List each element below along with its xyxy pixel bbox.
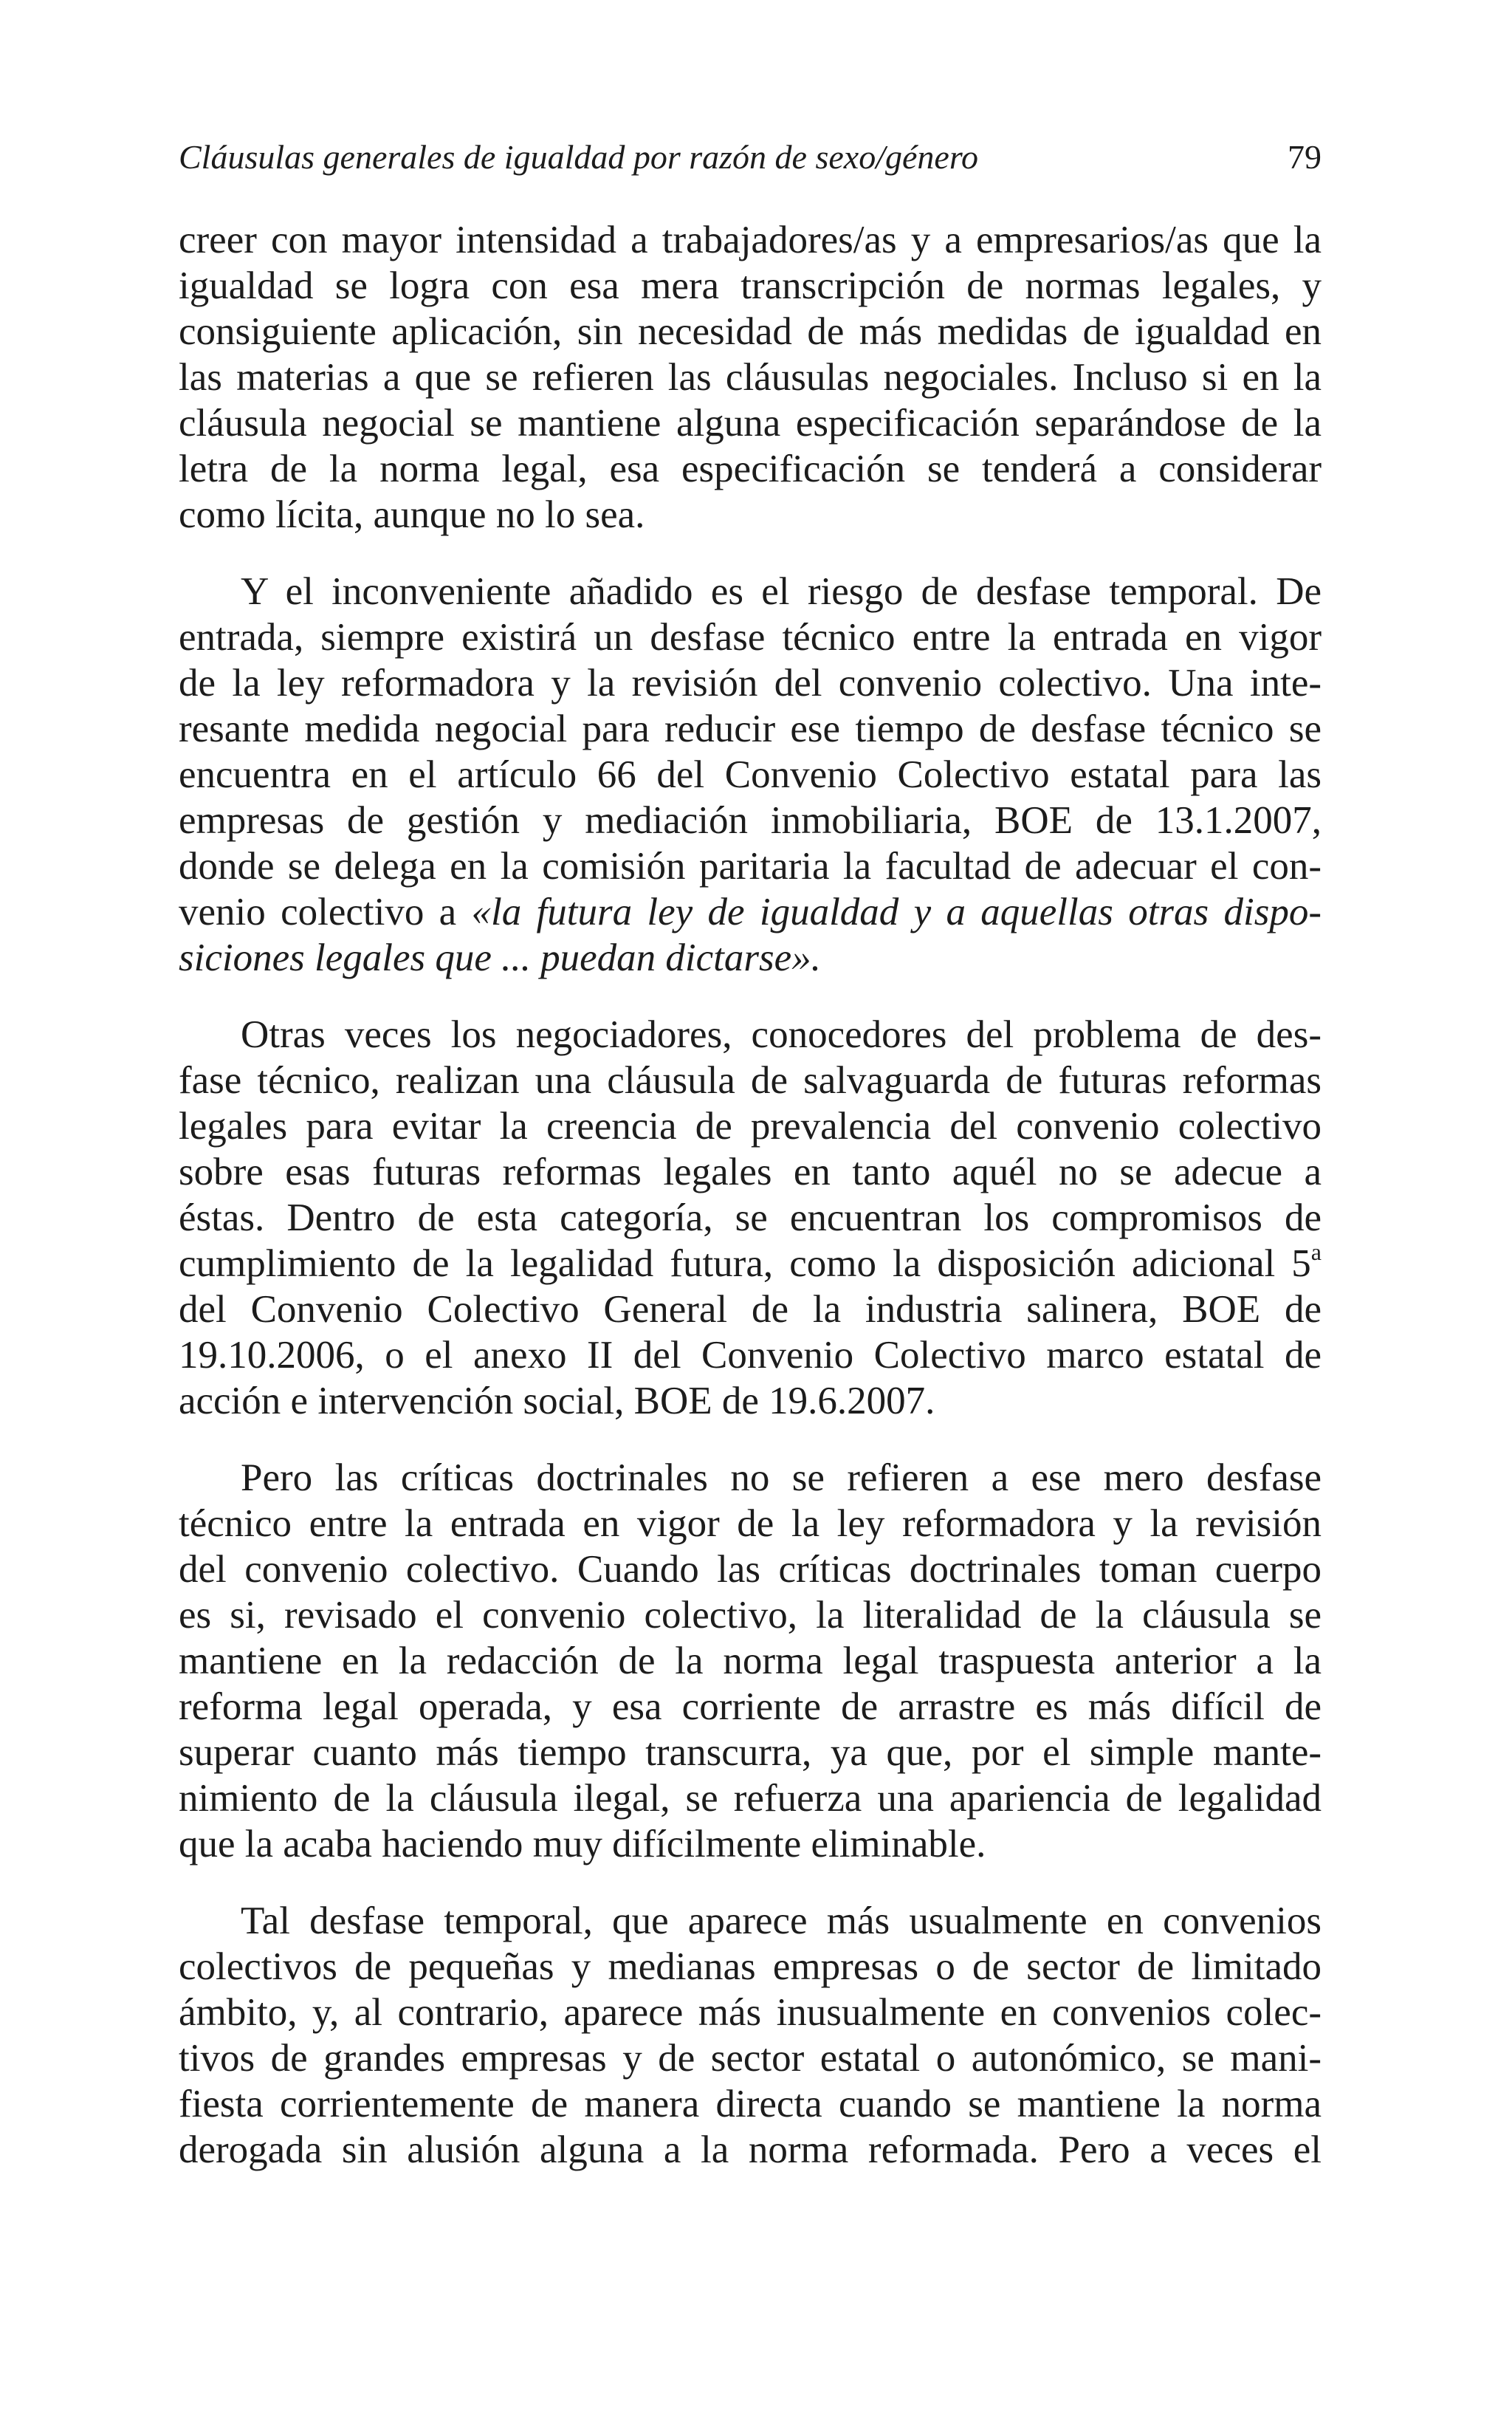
text-line: 19.10.2006, o el anexo II del Convenio Colectivo marco estatal de (179, 1334, 1322, 1377)
text-line: como lícita, aunque no lo sea. (179, 493, 645, 536)
text-line: técnico entre la entrada en vigor de la ley reformadora y la revisión (179, 1502, 1322, 1545)
text-line: de la ley reformadora y la revisión del convenio colectivo. Una inte- (179, 662, 1322, 705)
running-title: Cláusulas generales de igualdad por razón de sexo/género (179, 138, 979, 176)
text-line: del convenio colectivo. Cuando las críticas doctrinales toman cuerpo (179, 1548, 1322, 1591)
text-line: Y el inconveniente añadido es el riesgo de desfase temporal. De (241, 570, 1322, 613)
ordinal-superscript: a (1310, 1238, 1322, 1265)
text-segment: venio colectivo a (179, 891, 472, 933)
text-line: éstas. Dentro de esta categoría, se encuentran los compromisos de (179, 1196, 1322, 1239)
text-line: Tal desfase temporal, que aparece más usualmente en convenios (241, 1899, 1322, 1942)
text-line: ámbito, y, al contrario, aparece más inusualmente en convenios colec- (179, 1991, 1322, 2034)
text-segment: cumplimiento de la legalidad futura, como la disposición adicional 5 (179, 1242, 1311, 1285)
paragraph-3 (179, 1012, 1322, 1424)
text-line-mixed (179, 889, 1322, 935)
text-line: nimiento de la cláusula ilegal, se refuerza una apariencia de legalidad (179, 1777, 1322, 1820)
text-line: que la acaba haciendo muy difícilmente eliminable. (179, 1823, 986, 1865)
text-line: del Convenio Colectivo General de la industria salinera, BOE de (179, 1288, 1322, 1331)
text-line: sobre esas futuras reformas legales en tanto aquél no se adecue a (179, 1151, 1322, 1193)
text-line: es si, revisado el convenio colectivo, la literalidad de la cláusula se (179, 1594, 1322, 1637)
text-line-with-superscript (179, 1238, 1322, 1286)
text-line: creer con mayor intensidad a trabajadores/as y a empresarios/as que la (179, 219, 1322, 261)
quoted-italic-text: «la futura ley de igualdad y a aquellas otras dispo- (471, 891, 1322, 933)
text-line: superar cuanto más tiempo transcurra, ya que, por el simple mante- (179, 1731, 1322, 1774)
text-line: mantiene en la redacción de la norma legal traspuesta anterior a la (179, 1640, 1322, 1682)
text-line: derogada sin alusión alguna a la norma reformada. Pero a veces el (179, 2128, 1322, 2171)
running-header (179, 131, 1322, 183)
paragraph-5 (179, 1898, 1322, 2173)
text-line: entrada, siempre existirá un desfase técnico entre la entrada en vigor (179, 616, 1322, 659)
text-line: legales para evitar la creencia de prevalencia del convenio colectivo (179, 1105, 1322, 1148)
text-line: fiesta corrientemente de manera directa cuando se mantiene la norma (179, 2083, 1322, 2125)
text-line: acción e intervención social, BOE de 19.6.2007. (179, 1380, 935, 1422)
text-line: consiguiente aplicación, sin necesidad de más medidas de igualdad en (179, 310, 1322, 353)
body-text (179, 217, 1322, 2204)
text-line: cláusula negocial se mantiene alguna especificación separándose de la (179, 402, 1322, 445)
text-line: fase técnico, realizan una cláusula de salvaguarda de futuras reformas (179, 1059, 1322, 1102)
text-line: encuentra en el artículo 66 del Convenio Colectivo estatal para las (179, 753, 1322, 796)
paragraph-4 (179, 1455, 1322, 1867)
text-line: donde se delega en la comisión paritaria la facultad de adecuar el con- (179, 845, 1322, 888)
text-line: resante medida negocial para reducir ese tiempo de desfase técnico se (179, 708, 1322, 750)
quoted-italic-text: siciones legales que ... puedan dictarse». (179, 936, 821, 979)
paragraph-1 (179, 217, 1322, 538)
text-line: letra de la norma legal, esa especificación se tenderá a considerar (179, 448, 1322, 490)
text-line: las materias a que se refieren las cláusulas negociales. Incluso si en la (179, 356, 1322, 399)
text-line: colectivos de pequeñas y medianas empresas o de sector de limitado (179, 1945, 1322, 1988)
text-line: tivos de grandes empresas y de sector estatal o autonómico, se mani- (179, 2037, 1322, 2080)
text-line: Pero las críticas doctrinales no se refieren a ese mero desfase (241, 1456, 1322, 1499)
text-line: reforma legal operada, y esa corriente de arrastre es más difícil de (179, 1685, 1322, 1728)
text-line: igualdad se logra con esa mera transcripción de normas legales, y (179, 264, 1322, 307)
paragraph-2 (179, 569, 1322, 981)
page-number: 79 (1288, 138, 1322, 176)
text-line: empresas de gestión y mediación inmobiliaria, BOE de 13.1.2007, (179, 799, 1322, 842)
text-line: Otras veces los negociadores, conocedores del problema de des- (241, 1013, 1322, 1056)
